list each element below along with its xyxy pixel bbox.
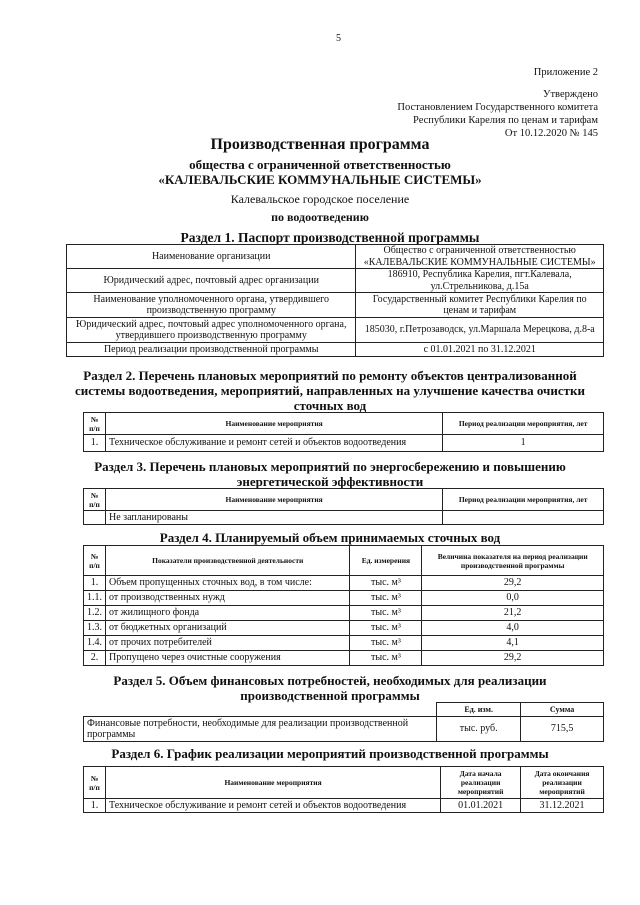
cell-label: Период реализации производственной программы xyxy=(67,343,356,357)
table-header-row xyxy=(84,703,604,717)
table-header-row xyxy=(84,767,604,799)
cell-value: 0,0 xyxy=(422,591,604,606)
header-period: Период реализации мероприятия, лет xyxy=(443,413,604,435)
cell-value: с 01.01.2021 по 31.12.2021 xyxy=(356,343,604,357)
cell-value: Государственный комитет Республики Карелия по ценам и тарифам xyxy=(356,293,604,318)
cell-label: Юридический адрес, почтовый адрес организации xyxy=(67,269,356,293)
cell-unit: тыс. м³ xyxy=(350,606,422,621)
cell-num xyxy=(84,511,106,525)
section-4-title: Раздел 4. Планируемый объем принимаемых сточных вод xyxy=(159,530,501,545)
cell-unit: тыс. м³ xyxy=(350,576,422,591)
cell-indicator: Объем пропущенных сточных вод, в том числе: xyxy=(106,576,350,591)
table-row xyxy=(84,591,604,606)
table-row xyxy=(84,576,604,591)
cell-period xyxy=(443,511,604,525)
table-row xyxy=(84,606,604,621)
header-unit: Ед. измерения xyxy=(350,546,422,576)
cell-value: Общество с ограниченной ответственностью «КАЛЕВАЛЬСКИЕ КОММУНАЛЬНЫЕ СИСТЕМЫ» xyxy=(356,245,604,269)
table-row xyxy=(84,799,604,813)
table-row xyxy=(67,269,604,293)
approval-block xyxy=(397,66,598,140)
document-title: Производственная программа xyxy=(210,136,430,153)
header-period: Период реализации мероприятия, лет xyxy=(443,489,604,511)
table-row xyxy=(67,245,604,269)
cell-period: 1 xyxy=(443,435,604,452)
cell-label: Наименование уполномоченного органа, утвердившего производственную программу xyxy=(67,293,356,318)
header-name: Наименование мероприятия xyxy=(105,413,442,435)
table-row xyxy=(84,651,604,666)
empty-header-cell xyxy=(84,703,437,717)
cell-num: 1.3. xyxy=(84,621,106,636)
table-row xyxy=(84,621,604,636)
section-1-title: Раздел 1. Паспорт производственной программы xyxy=(180,230,480,245)
cell-unit: тыс. м³ xyxy=(350,621,422,636)
cell-num: 1. xyxy=(84,799,106,813)
cell-value: 186910, Республика Карелия, пгт.Калевала, ул.Стрельникова, д.15а xyxy=(356,269,604,293)
program-subject: по водоотведению xyxy=(271,210,369,224)
header-indicator: Показатели производственной деятельности xyxy=(106,546,350,576)
organization-line-2: «КАЛЕВАЛЬСКИЕ КОММУНАЛЬНЫЕ СИСТЕМЫ» xyxy=(158,172,482,187)
header-num: № п/п xyxy=(84,413,106,435)
cell-indicator: от прочих потребителей xyxy=(106,636,350,651)
table-header-row xyxy=(84,413,604,435)
cell-value: 4,1 xyxy=(422,636,604,651)
cell-label: Наименование организации xyxy=(67,245,356,269)
appendix-label: Приложение 2 xyxy=(533,67,598,78)
settlement-name: Калевальское городское поселение xyxy=(230,192,410,206)
cell-value: 29,2 xyxy=(422,576,604,591)
cell-name: Не запланированы xyxy=(105,511,442,525)
organization-name xyxy=(0,157,640,187)
header-value: Величина показателя на период реализации производственной программы xyxy=(422,546,604,576)
energy-measures-table xyxy=(83,488,604,525)
cell-indicator: от производственных нужд xyxy=(106,591,350,606)
table-row xyxy=(84,511,604,525)
approval-line-3: От 10.12.2020 № 145 xyxy=(504,128,598,139)
header-name: Наименование мероприятия xyxy=(105,489,442,511)
table-row xyxy=(67,343,604,357)
wastewater-volume-table xyxy=(83,545,604,666)
header-unit: Ед. изм. xyxy=(437,703,521,717)
cell-start: 01.01.2021 xyxy=(441,799,521,813)
section-3-title: Раздел 3. Перечень плановых мероприятий по энергосбережению и повышению энергетической эффективности xyxy=(94,459,566,489)
section-5-title: Раздел 5. Объем финансовых потребностей, необходимых для реализации производственной программы xyxy=(113,673,547,703)
section-6-title: Раздел 6. График реализации мероприятий производственной программы xyxy=(111,746,549,761)
header-num: № п/п xyxy=(84,489,106,511)
header-num: № п/п xyxy=(84,546,106,576)
cell-unit: тыс. руб. xyxy=(437,717,521,742)
header-num: № п/п xyxy=(84,767,106,799)
approved-label: Утверждено xyxy=(543,89,598,100)
cell-num: 2. xyxy=(84,651,106,666)
organization-line-1: общества с ограниченной ответственностью xyxy=(189,157,451,172)
cell-value: 29,2 xyxy=(422,651,604,666)
cell-unit: тыс. м³ xyxy=(350,636,422,651)
cell-num: 1.1. xyxy=(84,591,106,606)
header-sum: Сумма xyxy=(521,703,604,717)
approval-line-2: Республики Карелия по ценам и тарифам xyxy=(413,115,598,126)
cell-indicator: от жилищного фонда xyxy=(106,606,350,621)
cell-indicator: Пропущено через очистные сооружения xyxy=(106,651,350,666)
table-header-row xyxy=(84,546,604,576)
table-row xyxy=(84,435,604,452)
cell-num: 1. xyxy=(84,576,106,591)
cell-value: 185030, г.Петрозаводск, ул.Маршала Мерецкова, д.8-а xyxy=(356,318,604,343)
cell-num: 1. xyxy=(84,435,106,452)
passport-table xyxy=(66,244,604,357)
cell-unit: тыс. м³ xyxy=(350,591,422,606)
approval-line-1: Постановлением Государственного комитета xyxy=(397,102,598,113)
table-row xyxy=(84,636,604,651)
cell-label: Финансовые потребности, необходимые для реализации производственной программы xyxy=(84,717,437,742)
header-end: Дата окончания реализации мероприятий xyxy=(521,767,604,799)
cell-num: 1.4. xyxy=(84,636,106,651)
section-2-title: Раздел 2. Перечень плановых мероприятий по ремонту объектов централизованной системы водоотведения, мероприятий, направленных на улучшение качества очистки сточных вод xyxy=(75,368,585,413)
schedule-table xyxy=(83,766,604,813)
table-row xyxy=(67,293,604,318)
repair-measures-table xyxy=(83,412,604,452)
financial-needs-table xyxy=(83,702,604,742)
table-header-row xyxy=(84,489,604,511)
table-row xyxy=(67,318,604,343)
header-start: Дата начала реализации мероприятий xyxy=(441,767,521,799)
cell-sum: 715,5 xyxy=(521,717,604,742)
cell-indicator: от бюджетных организаций xyxy=(106,621,350,636)
table-row xyxy=(84,717,604,742)
cell-num: 1.2. xyxy=(84,606,106,621)
cell-end: 31.12.2021 xyxy=(521,799,604,813)
header-name: Наименование мероприятия xyxy=(105,767,440,799)
cell-name: Техническое обслуживание и ремонт сетей и объектов водоотведения xyxy=(105,435,442,452)
page-number: 5 xyxy=(336,33,341,44)
cell-unit: тыс. м³ xyxy=(350,651,422,666)
cell-value: 4,0 xyxy=(422,621,604,636)
cell-name: Техническое обслуживание и ремонт сетей и объектов водоотведения xyxy=(105,799,440,813)
cell-label: Юридический адрес, почтовый адрес уполномоченного органа, утвердившего производственную программу xyxy=(67,318,356,343)
cell-value: 21,2 xyxy=(422,606,604,621)
